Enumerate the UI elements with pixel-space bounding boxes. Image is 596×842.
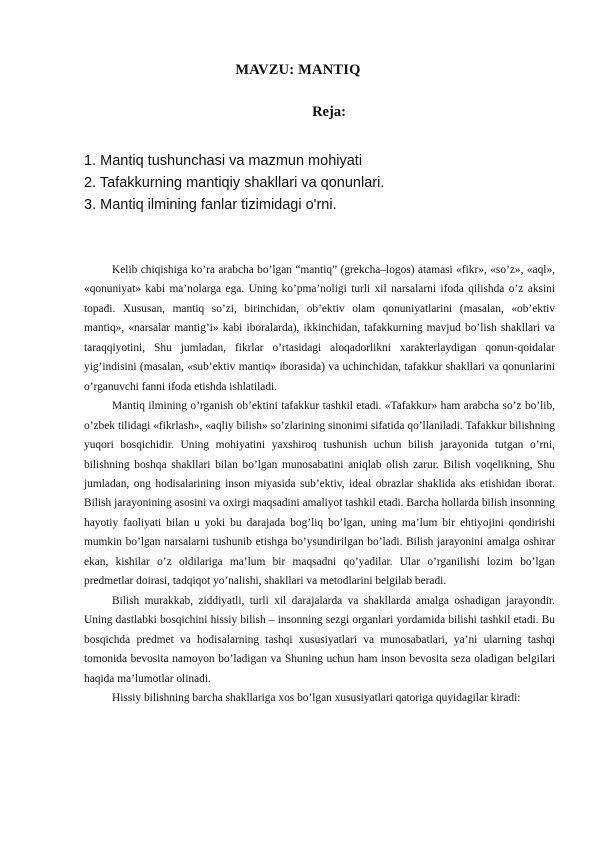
plan-item: 3. Mantiq ilmining fanlar tizimidagi o'rni.: [84, 197, 337, 213]
plan-heading: Reja:: [312, 104, 346, 120]
paragraph: Bilish murakkab, ziddiyatli, turli xil darajalarda va shakllarda amalga oshadigan jarayondir. Uning dastlabki bosqichini hissiy bilish – insonning sezgi organlari yordamida bilishi tashkil etadi. Bu bosqichda predmet va hodisalarning tashqi xususiyatlari va munosabatlari, ya’ni ularning tashqi tomonida bevosita namoyon bo’ladigan va Shuning uchun ham inson bevosita seza oladigan belgilari haqida ma’lumotlar olinadi.: [84, 594, 555, 685]
paragraph: Kelib chiqishiga ko’ra arabcha bo’lgan “mantiq” (grekcha–logos) atamasi «fikr», «so’z», «aql», «qonuniyat» kabi ma’nolarga ega. Uning ko’pma’noligi turli xil narsalarni ifoda qilishda o’z aksini topadi. Xususan, mantiq so’zi, birinchidan, ob’ektiv olam qonuniyatlarini (masalan, «ob’ektiv mantiq», «narsalar mantig’i» kabi iboralarda), ikkinchidan, tafakkurning mavjud bo’lish shakllari va taraqqiyotini, Shu jumladan, fikrlar o’rtasidagi aloqadorlikni xarakterlaydigan qonun-qoidalar yig’indisini (masalan, «sub’ektiv mantiq» iborasida) va uchinchidan, tafakkur shakllari va qonunlarini o’rganuvchi fanni ifoda etishda ishlatiladi.: [84, 264, 555, 393]
plan-item: 1. Mantiq tushunchasi va mazmun mohiyati: [84, 153, 363, 169]
document-title: MAVZU: MANTIQ: [235, 62, 361, 78]
plan-list: [84, 150, 384, 216]
body-text: [84, 261, 555, 708]
paragraph: Hissiy bilishning barcha shakllariga xos bo’lgan xususiyatlari qatoriga quyidagilar kiradi:: [112, 691, 521, 704]
paragraph: Mantiq ilmining o’rganish ob’ektini tafakkur tashkil etadi. «Tafakkur» ham arabcha so’z bo’lib, o’zbek tilidagi «fikrlash», «aqliy bilish» so’zlarining sinonimi sifatida qo’llaniladi. Tafakkur bilishning yuqori bosqichidir. Uning mohiyatini yaxshiroq tushunish uchun bilish jarayonida tutgan o’rni, bilishning boshqa shakllari bilan bo’lgan munosabatini aniqlab olish zarur. Bilish voqelikning, Shu jumladan, ong hodisalarining inson miyasida sub’ektiv, ideal obrazlar shaklida aks etishidan iborat. Bilish jarayonining asosini va oxirgi maqsadini amaliyot tashkil etadi. Barcha hollarda bilish insonning hayotiy faoliyati bilan u yoki bu darajada bog’liq bo’lgan, uning ma’lum bir ehtiyojini qondirishi mumkin bo’lgan narsalarni tushunib etishga bo’ysundirilgan bo’ladi. Bilish jarayonini amalga oshirar ekan, kishilar o’z oldilariga ma’lum bir maqsadni qo’yadilar. Ular o’rganilishi lozim bo’lgan predmetlar doirasi, tadqiqot yo’nalishi, shakllari va metodlarini belgilab beradi.: [84, 400, 555, 588]
plan-item: 2. Tafakkurning mantiqiy shakllari va qonunlari.: [84, 175, 385, 191]
